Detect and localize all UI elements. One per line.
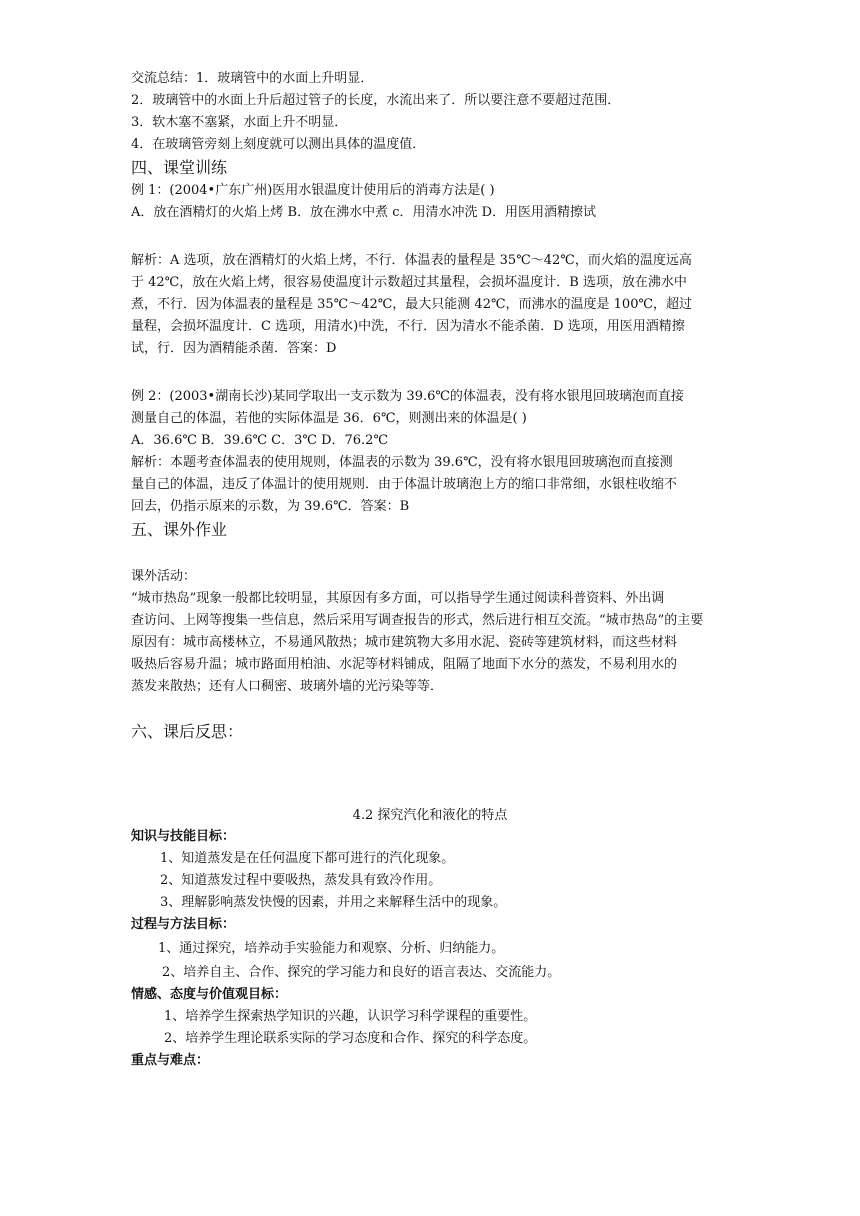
example-2-options: A．36.6℃ B．39.6℃ C．3℃ D．76.2℃ xyxy=(131,433,388,448)
example-1-analysis-line: 煮，不行．因为体温表的量程是 35℃～42℃，最大只能测 42℃，而沸水的温度是 100℃，超过 xyxy=(131,297,693,312)
example-2-question: 例 2：(2003•湖南长沙)某同学取出一支示数为 39.6℃的体温表，没有将水银甩回玻璃泡而直接 xyxy=(131,389,684,404)
example-1-analysis-line: 量程，会损坏温度计．C 选项，用清水)中洗，不行．因为清水不能杀菌．D 选项，用医用酒精擦 xyxy=(131,319,685,334)
objective-item: 1、培养学生探索热学知识的兴趣，认识学习科学课程的重要性。 xyxy=(164,1009,537,1024)
section-heading-4: 四、课堂训练 xyxy=(131,158,228,177)
objective-item: 3、理解影响蒸发快慢的因素，并用之来解释生活中的现象。 xyxy=(160,895,507,910)
objective-heading-attitude: 情感、态度与价值观目标： xyxy=(131,987,288,1002)
summary-line-3: 3．软木塞不塞紧，水面上升不明显． xyxy=(131,115,348,130)
example-2-analysis-line: 量自己的体温，违反了体温计的使用规则．由于体温计玻璃泡上方的缩口非常细，水银柱收缩不 xyxy=(131,477,678,492)
activity-line: 蒸发来散热；还有人口稠密、玻璃外墙的光污染等等． xyxy=(131,679,444,694)
summary-line-4: 4．在玻璃管旁刻上刻度就可以测出具体的温度值． xyxy=(131,137,426,152)
example-1-analysis-line: 解析：A 选项，放在酒精灯的火焰上烤，不行．体温表的量程是 35℃～42℃，而火焰的温度远高 xyxy=(131,253,692,268)
example-2-question: 测量自己的体温，若他的实际体温是 36．6℃，则测出来的体温是( ) xyxy=(131,411,527,426)
objective-heading-knowledge: 知识与技能目标： xyxy=(131,829,236,844)
activity-line: 查访问、上网等搜集一些信息，然后采用写调查报告的形式，然后进行相互交流。“城市热岛”的主要 xyxy=(131,613,704,628)
example-1-analysis-line: 试，行．因为酒精能杀菌．答案：D xyxy=(131,341,337,356)
objective-heading-process: 过程与方法目标： xyxy=(131,917,236,932)
key-points-heading: 重点与难点： xyxy=(131,1053,210,1068)
activity-label: 课外活动： xyxy=(131,569,197,584)
example-1-options: A．放在酒精灯的火焰上烤 B．放在沸水中煮 c．用清水冲洗 D．用医用酒精擦试 xyxy=(131,205,597,220)
section-heading-5: 五、课外作业 xyxy=(131,520,228,539)
example-2-analysis-line: 解析：本题考查体温表的使用规则，体温表的示数为 39.6℃，没有将水银甩回玻璃泡而直接测 xyxy=(131,455,673,470)
objective-item: 2、培养学生理论联系实际的学习态度和合作、探究的科学态度。 xyxy=(164,1031,537,1046)
summary-line-2: 2．玻璃管中的水面上升后超过管子的长度，水流出来了．所以要注意不要超过范围． xyxy=(131,93,621,108)
objective-item: 2、知道蒸发过程中要吸热，蒸发具有致冷作用。 xyxy=(160,873,442,888)
activity-line: 吸热后容易升温；城市路面用柏油、水泥等材料铺成，阻隔了地面下水分的蒸发，不易利用水的 xyxy=(131,657,678,672)
example-2-analysis-line: 回去，仍指示原来的示数，为 39.6℃．答案：B xyxy=(131,499,410,514)
activity-line: “城市热岛”现象一般都比较明显，其原因有多方面，可以指导学生通过阅读科普资料、外出调 xyxy=(131,591,665,606)
example-1-question: 例 1：(2004•广东广州)医用水银温度计使用后的消毒方法是( ) xyxy=(131,183,495,198)
objective-item: 2、培养自主、合作、探究的学习能力和良好的语言表达、交流能力。 xyxy=(162,965,561,980)
activity-line: 原因有：城市高楼林立，不易通风散热；城市建筑物大多用水泥、瓷砖等建筑材料，而这些材料 xyxy=(131,635,678,650)
lesson-title: 4.2 探究汽化和液化的特点 xyxy=(352,808,508,823)
section-heading-6: 六、课后反思： xyxy=(131,722,244,741)
summary-line-1: 交流总结：1．玻璃管中的水面上升明显． xyxy=(131,71,374,86)
objective-item: 1、知道蒸发是在任何温度下都可进行的汽化现象。 xyxy=(160,851,455,866)
objective-item: 1、通过探究，培养动手实验能力和观察、分析、归纳能力。 xyxy=(158,941,505,956)
example-1-analysis-line: 于 42℃，放在火焰上烤，很容易使温度计示数超过其量程，会损坏温度计．B 选项，放在沸水中 xyxy=(131,275,687,290)
